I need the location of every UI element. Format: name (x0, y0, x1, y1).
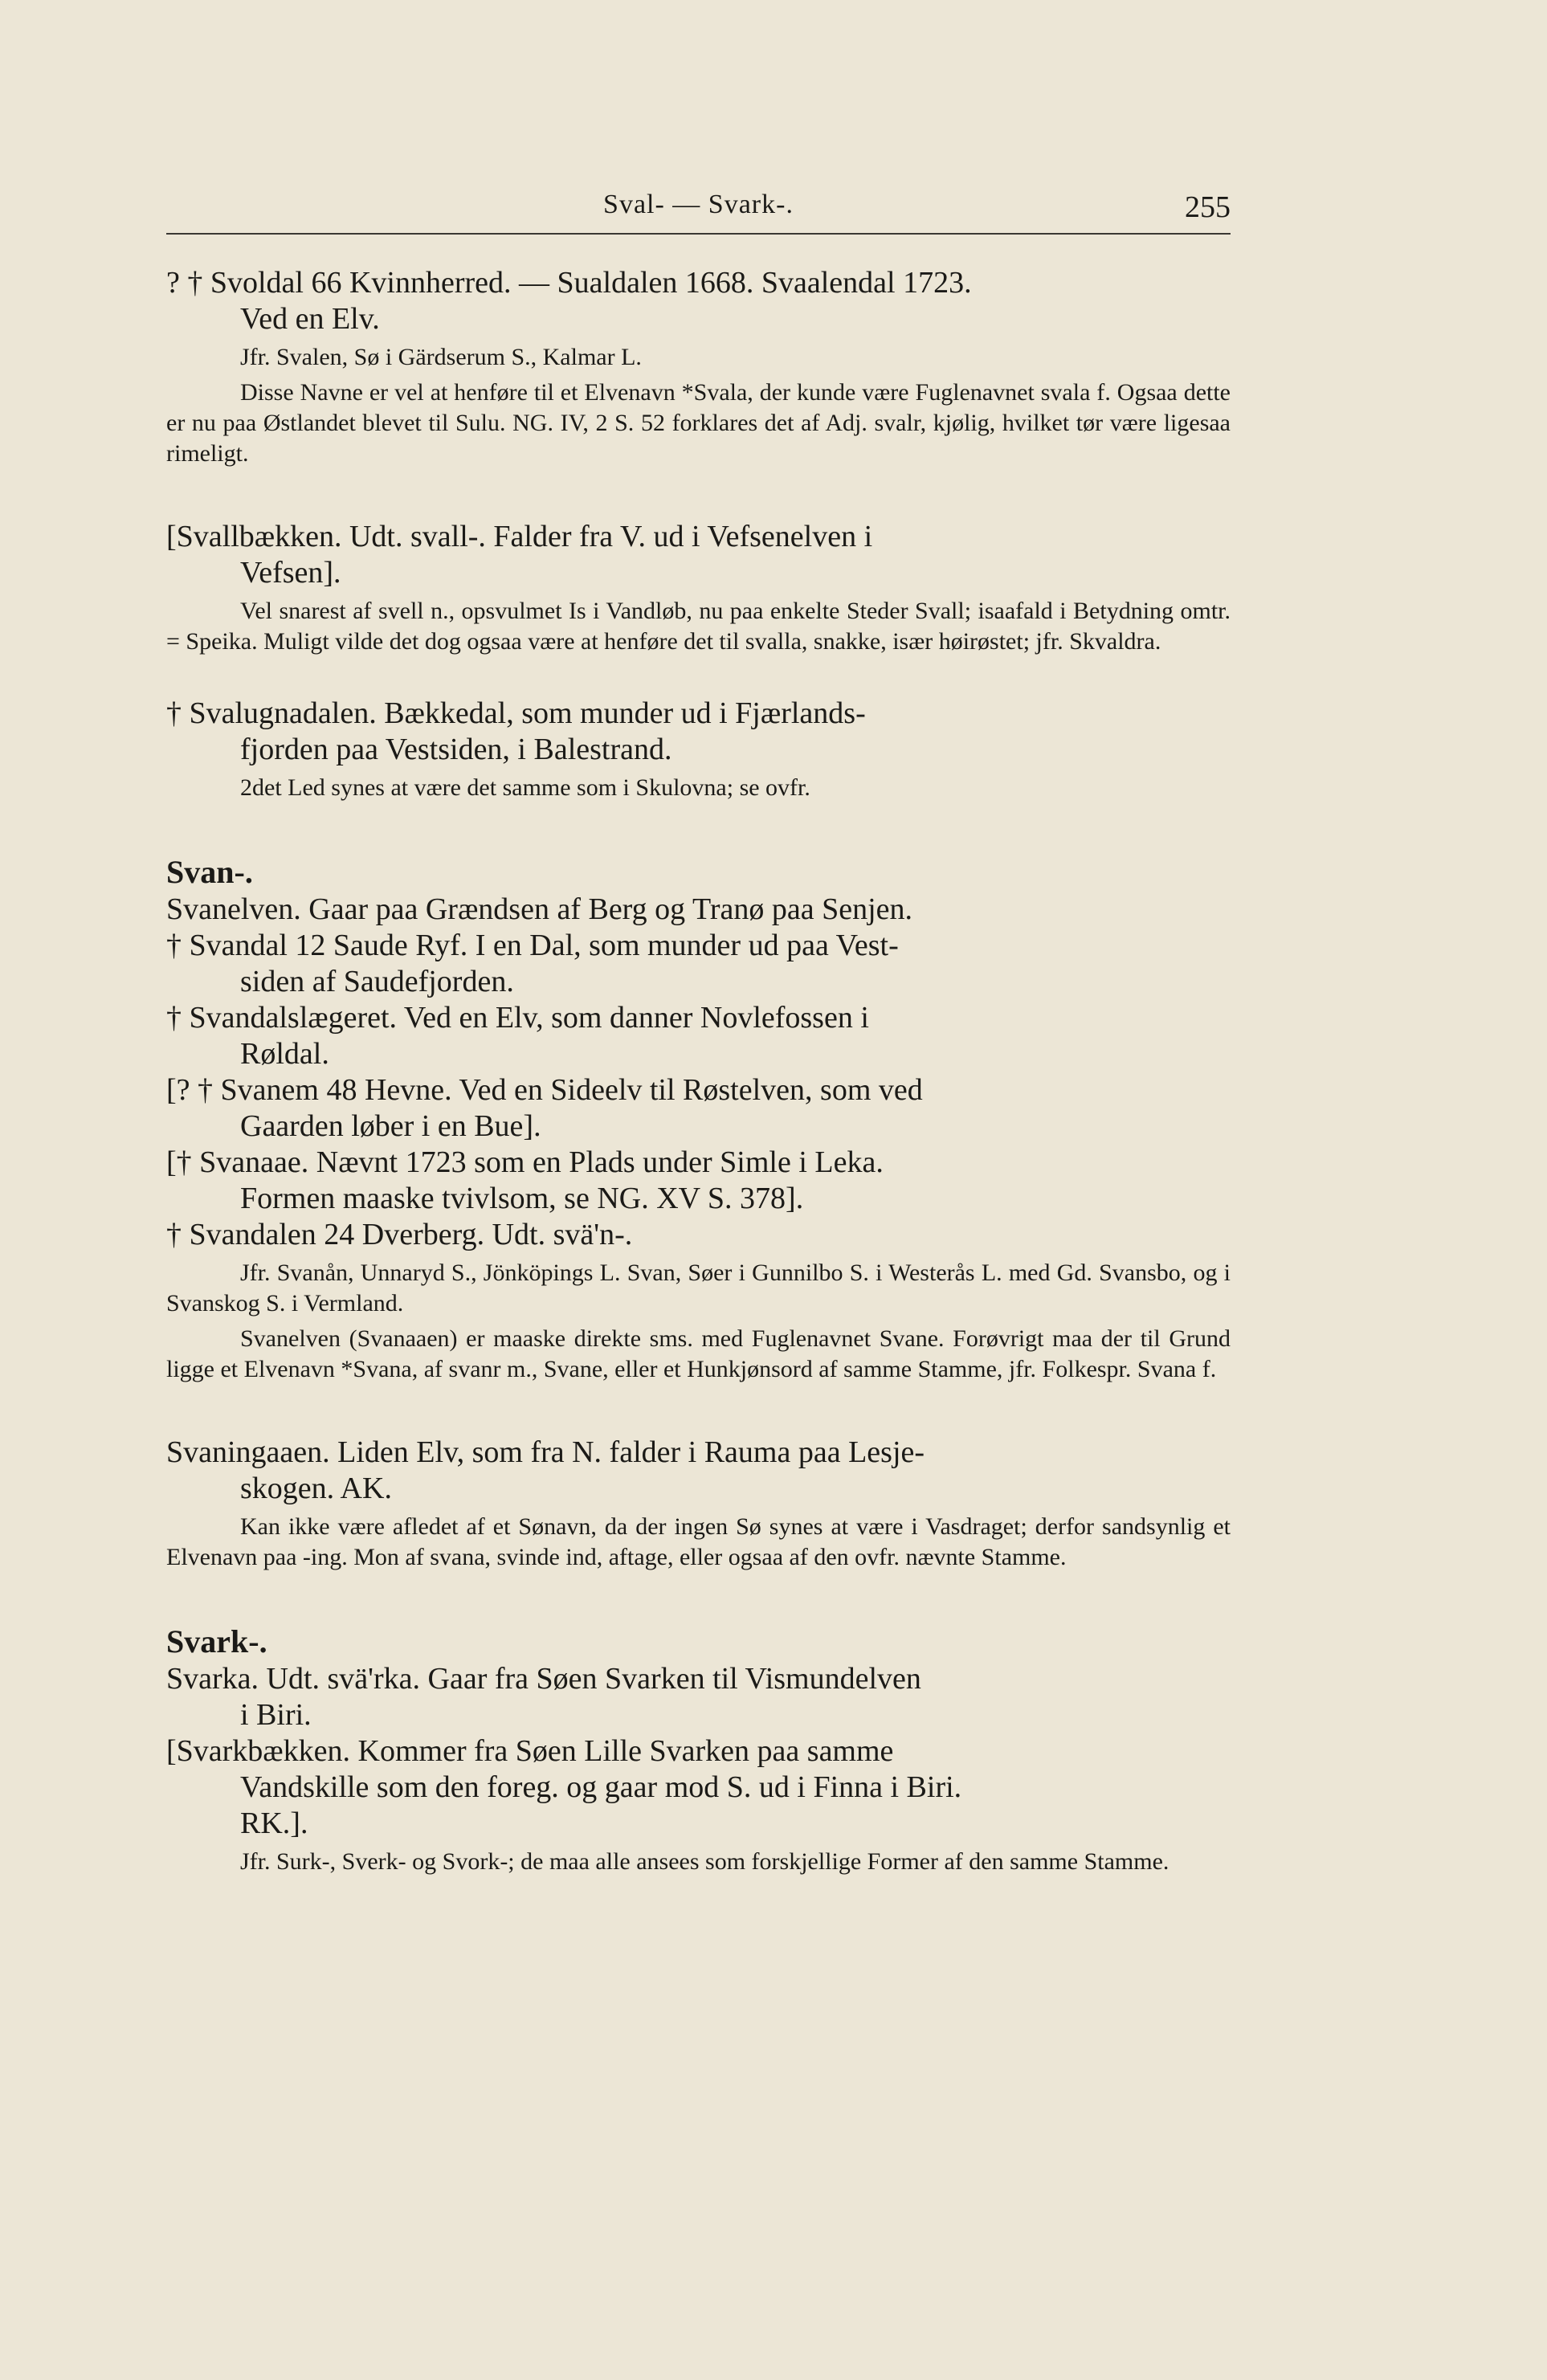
entry-svoldal (166, 265, 1231, 337)
entry-line: Formen maaske tvivlsom, se NG. XV S. 378]. (240, 1182, 804, 1215)
entry-line: i Biri. (240, 1698, 312, 1732)
entry-line: Gaarden løber i en Bue]. (240, 1109, 541, 1143)
note: 2det Led synes at være det samme som i Skulovna; se ovfr. (240, 774, 810, 801)
entry-line: [† Svanaae. Nævnt 1723 som en Plads under Simle i Leka. (166, 1145, 884, 1179)
entry-svallbaekken (166, 519, 1231, 591)
note: Vel snarest af svell n., opsvulmet Is i Vandløb, nu paa enkelte Steder Svall; isaafald i Betydning omtr. = Speika. Muligt vilde det dog ogsaa være at henføre det til svalla, snakke, især høirøstet; jfr. Skvaldra. (166, 598, 1231, 655)
entry-svandalen (166, 1217, 1231, 1253)
entry-line: [Svarkbækken. Kommer fra Søen Lille Svarken paa samme (166, 1734, 894, 1768)
entry-line: † Svandalslægeret. Ved en Elv, som danner Novlefossen i (166, 1001, 869, 1035)
entry-svalugnadalen (166, 696, 1231, 768)
note: Jfr. Svanån, Unnaryd S., Jönköpings L. Svan, Søer i Gunnilbo S. i Westerås L. med Gd. Svansbo, og i Svanskog S. i Vermland. (166, 1259, 1231, 1317)
note: Svanelven (Svanaaen) er maaske direkte sms. med Fuglenavnet Svane. Forøvrigt maa der til Grund ligge et Elvenavn *Svana, af svanr m., Svane, eller et Hunkjønsord af samme Stamme, jfr. Folkespr. Svana f. (166, 1325, 1231, 1382)
page-number: 255 (1185, 190, 1231, 224)
entry-svandal (166, 928, 1231, 1000)
entry-svanaae (166, 1145, 1231, 1217)
entry-line: † Svandalen 24 Dverberg. Udt. svä'n-. (166, 1218, 633, 1251)
entry-line: Ved en Elv. (240, 302, 380, 336)
entry-line: Vandskille som den foreg. og gaar mod S. ud i Finna i Biri. (240, 1770, 962, 1804)
entry-line: fjorden paa Vestsiden, i Balestrand. (240, 733, 672, 766)
entry-line: † Svalugnadalen. Bækkedal, som munder ud i Fjærlands- (166, 696, 866, 730)
note: Jfr. Surk-, Sverk- og Svork-; de maa alle ansees som forskjellige Former af den samme Stamme. (240, 1848, 1169, 1875)
entry-line: [Svallbækken. Udt. svall-. Falder fra V. ud i Vefsenelven i (166, 520, 873, 553)
note: Kan ikke være afledet af et Sønavn, da der ingen Sø synes at være i Vasdraget; derfor sandsynlig et Elvenavn paa -ing. Mon af svana, svinde ind, aftage, eller ogsaa af den ovfr. nævnte Stamme. (166, 1513, 1231, 1570)
entry-line: Svaningaaen. Liden Elv, som fra N. falder i Rauma paa Lesje- (166, 1435, 925, 1469)
entry-svarkbaekken (166, 1733, 1231, 1842)
entry-svaningaaen (166, 1435, 1231, 1507)
entry-svandalslaegeret (166, 1000, 1231, 1072)
entry-svarka (166, 1661, 1231, 1733)
entry-svanelven (166, 892, 1231, 928)
entry-line: † Svandal 12 Saude Ryf. I en Dal, som munder ud paa Vest- (166, 929, 899, 962)
entry-line: ? † Svoldal 66 Kvinnherred. — Sualdalen 1668. Svaalendal 1723. (166, 266, 972, 300)
dictionary-body (166, 265, 1231, 1877)
running-title: Sval- — Svark-. (603, 190, 794, 219)
section-heading-svark: Svark-. (166, 1623, 267, 1659)
running-header (166, 178, 1231, 227)
entry-svanem (166, 1072, 1231, 1145)
entry-line: Vefsen]. (240, 556, 341, 590)
section-heading-svan: Svan-. (166, 854, 253, 890)
entry-line: skogen. AK. (240, 1472, 392, 1505)
entry-line: [? † Svanem 48 Hevne. Ved en Sideelv til Røstelven, som ved (166, 1073, 923, 1107)
note: Disse Navne er vel at henføre til et Elvenavn *Svala, der kunde være Fuglenavnet svala f. Ogsaa dette er nu paa Østlandet blevet til Sulu. NG. IV, 2 S. 52 forklares det af Adj. svalr, kjølig, hvilket tør være ligesaa rimeligt. (166, 379, 1231, 467)
entry-line: RK.]. (240, 1806, 308, 1840)
header-rule (166, 233, 1231, 235)
note: Jfr. Svalen, Sø i Gärdserum S., Kalmar L. (240, 344, 642, 370)
entry-line: Svarka. Udt. svä'rka. Gaar fra Søen Svarken til Vismundelven (166, 1662, 921, 1696)
entry-line: Røldal. (240, 1037, 329, 1071)
entry-line: siden af Saudefjorden. (240, 965, 514, 998)
entry-line: Svanelven. Gaar paa Grændsen af Berg og Tranø paa Senjen. (166, 892, 913, 926)
